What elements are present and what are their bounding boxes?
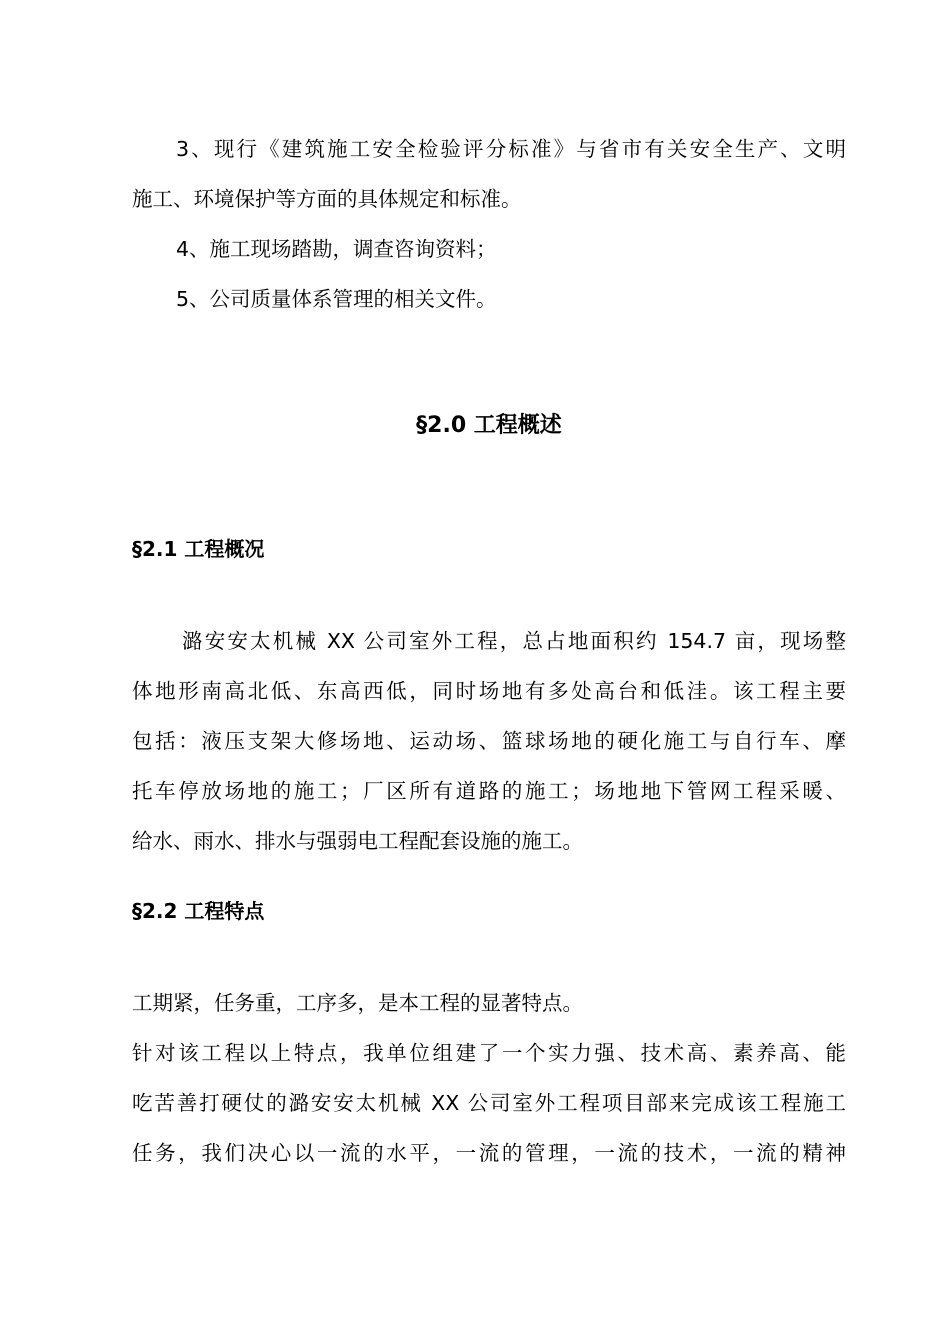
basis-item-3-line-2: 施工、环境保护等方面的具体规定和标准。 (132, 187, 522, 211)
section-2-2-title: §2.2 工程特点 (132, 899, 265, 923)
features-line-3: 吃苦善打硬仗的潞安安太机械 XX 公司室外工程项目部来完成该工程施工 (132, 1091, 846, 1115)
basis-item-3-line-1: 3、现行《建筑施工安全检验评分标准》与省市有关安全生产、文明 (176, 137, 846, 161)
features-line-2: 针对该工程以上特点，我单位组建了一个实力强、技术高、素养高、能 (132, 1041, 846, 1065)
section-2-1-title: §2.1 工程概况 (132, 537, 265, 561)
overview-line-4: 托车停放场地的施工；厂区所有道路的施工；场地地下管网工程采暖、 (132, 779, 846, 803)
features-line-4: 任务，我们决心以一流的水平，一流的管理，一流的技术，一流的精神 (132, 1141, 846, 1165)
overview-line-2: 体地形南高北低、东高西低，同时场地有多处高台和低洼。该工程主要 (132, 679, 846, 703)
document-page (132, 0, 846, 1344)
features-line-1: 工期紧，任务重，工序多，是本工程的显著特点。 (132, 991, 583, 1015)
section-2-0-title: §2.0 工程概述 (416, 413, 562, 438)
overview-line-5: 给水、雨水、排水与强弱电工程配套设施的施工。 (132, 829, 583, 853)
basis-item-4: 4、施工现场踏勘，调查咨询资料； (176, 237, 497, 261)
overview-line-1: 潞安安太机械 XX 公司室外工程，总占地面积约 154.7 亩，现场整 (182, 629, 846, 653)
overview-line-3: 包括：液压支架大修场地、运动场、篮球场地的硬化施工与自行车、摩 (132, 729, 846, 753)
basis-item-5: 5、公司质量体系管理的相关文件。 (176, 287, 497, 311)
